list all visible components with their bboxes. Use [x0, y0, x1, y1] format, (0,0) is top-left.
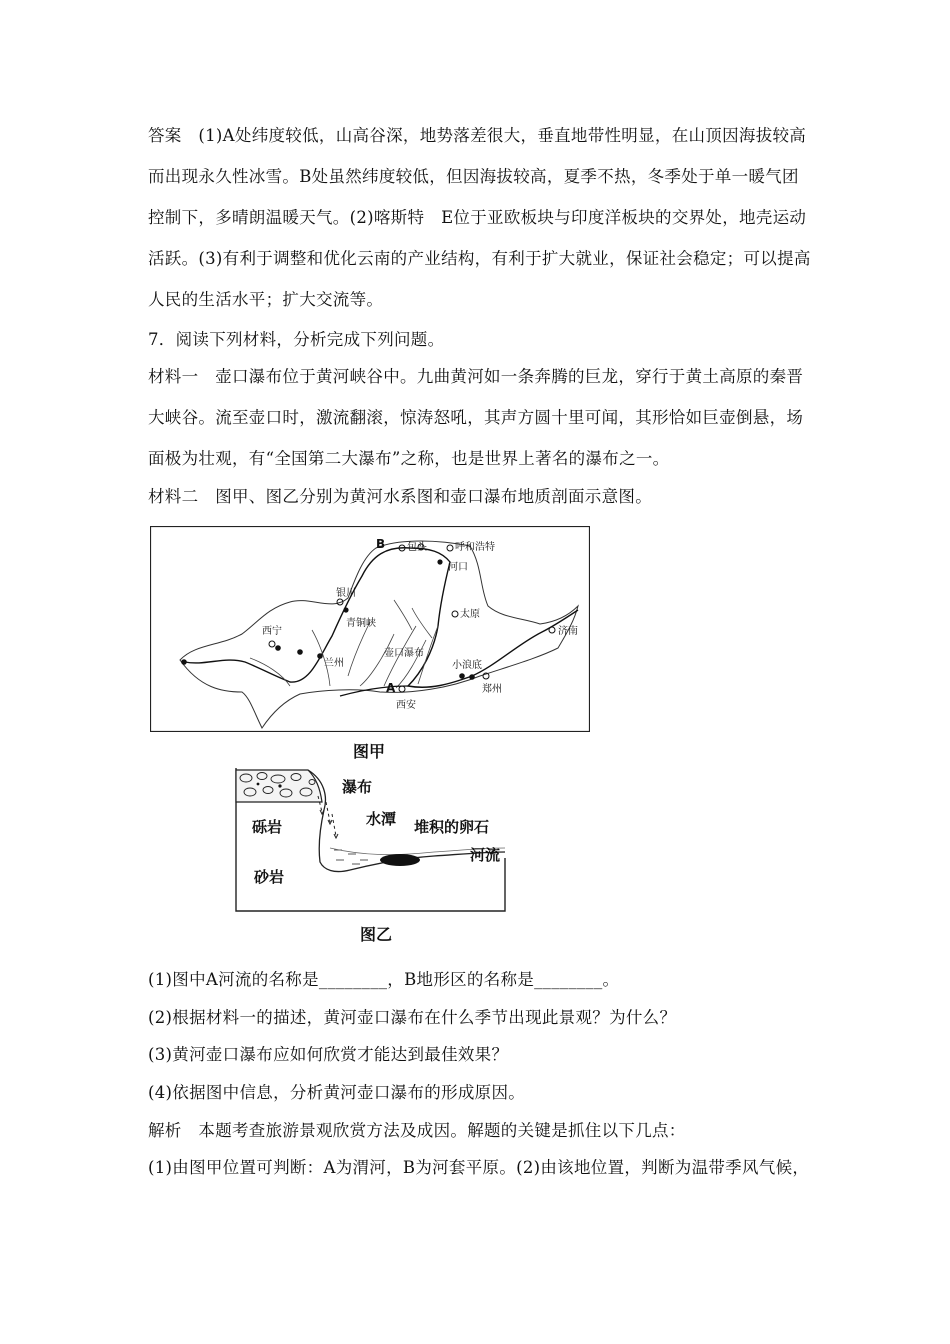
- answer-line: 活跃。(3)有利于调整和优化云南的产业结构，有利于扩大就业，保证社会稳定；可以提高: [148, 249, 811, 268]
- station-dot: [343, 607, 348, 612]
- station-dot: [459, 673, 465, 679]
- figure-a-caption: 图甲: [353, 742, 386, 761]
- label-liyan: 砾岩: [252, 818, 283, 836]
- label-huhehaote: 呼和浩特: [455, 542, 495, 553]
- answer-line: 而出现永久性冰雪。B处虽然纬度较低，但因海拔较高，夏季不热，冬季处于单一暖气团: [148, 167, 799, 186]
- material-one-line: 大峡谷。流至壶口时，激流翻滚，惊涛怒吼，其声方圆十里可闻，其形恰如巨壶倒悬，场: [148, 408, 804, 427]
- sub-question: (4)依据图中信息，分析黄河壶口瀑布的形成原因。: [148, 1083, 526, 1102]
- station-dot: [181, 659, 187, 665]
- answer-line: 控制下，多晴朗温暖天气。(2)喀斯特 E位于亚欧板块与印度洋板块的交界处，地壳运动: [148, 208, 807, 227]
- sub-question: (1)图中A河流的名称是________，B地形区的名称是________。: [148, 970, 620, 989]
- pebble-deposit: [380, 854, 420, 866]
- waterfall-profile: [234, 766, 506, 912]
- station-dot: [317, 653, 323, 659]
- answer-line: 人民的生活水平；扩大交流等。: [148, 290, 384, 309]
- sub-question: (2)根据材料一的描述，黄河壶口瀑布在什么季节出现此景观？为什么？: [148, 1008, 677, 1027]
- label-qingtongxia: 青铜峡: [346, 618, 376, 629]
- question-title: 7．阅读下列材料，分析完成下列问题。: [148, 330, 445, 349]
- label-a: A: [386, 681, 396, 695]
- label-yinchuan: 银川: [336, 588, 356, 599]
- station-dot: [437, 559, 442, 564]
- yellow-river-map: [150, 526, 590, 732]
- label-pubu: 瀑布: [342, 778, 373, 796]
- label-b: B: [376, 537, 386, 551]
- label-xian: 西安: [396, 700, 416, 711]
- label-luanshi: 堆积的卵石: [414, 818, 490, 836]
- material-one-line: 材料一 壶口瀑布位于黄河峡谷中。九曲黄河如一条奔腾的巨龙，穿行于黄土高原的秦晋: [148, 367, 804, 386]
- label-jinan: 济南: [558, 626, 578, 637]
- station-dot: [275, 645, 281, 651]
- label-shayan: 砂岩: [254, 868, 285, 886]
- label-hekou: 河口: [448, 562, 468, 573]
- sub-question: (3)黄河壶口瀑布应如何欣赏才能达到最佳效果？: [148, 1045, 509, 1064]
- label-taiyuan: 太原: [460, 609, 480, 620]
- station-dot: [469, 674, 475, 680]
- label-baotou: 包头: [407, 542, 427, 553]
- material-two-line: 材料二 图甲、图乙分别为黄河水系图和壶口瀑布地质剖面示意图。: [148, 487, 652, 506]
- label-xiaolangdi: 小浪底: [452, 660, 482, 671]
- label-zhengzhou: 郑州: [482, 684, 502, 695]
- analysis-line: (1)由图甲位置可判断：A为渭河，B为河套平原。(2)由该地位置，判断为温带季风气候，: [148, 1158, 810, 1177]
- figure-b-caption: 图乙: [360, 925, 393, 944]
- label-heliu: 河流: [470, 846, 501, 864]
- analysis-line: 解析 本题考查旅游景观欣赏方法及成因。解题的关键是抓住以下几点：: [148, 1121, 686, 1140]
- answer-line: 答案 (1)A处纬度较低，山高谷深，地势落差很大，垂直地带性明显，在山顶因海拔较高: [148, 126, 807, 145]
- label-lanzhou: 兰州: [324, 658, 344, 669]
- material-one-line: 面极为壮观，有“全国第二大瀑布”之称，也是世界上著名的瀑布之一。: [148, 449, 670, 468]
- station-dot: [297, 649, 303, 655]
- label-shuitan: 水潭: [366, 810, 397, 828]
- label-xining: 西宁: [262, 626, 282, 637]
- label-hukou: 壶口瀑布: [384, 648, 424, 659]
